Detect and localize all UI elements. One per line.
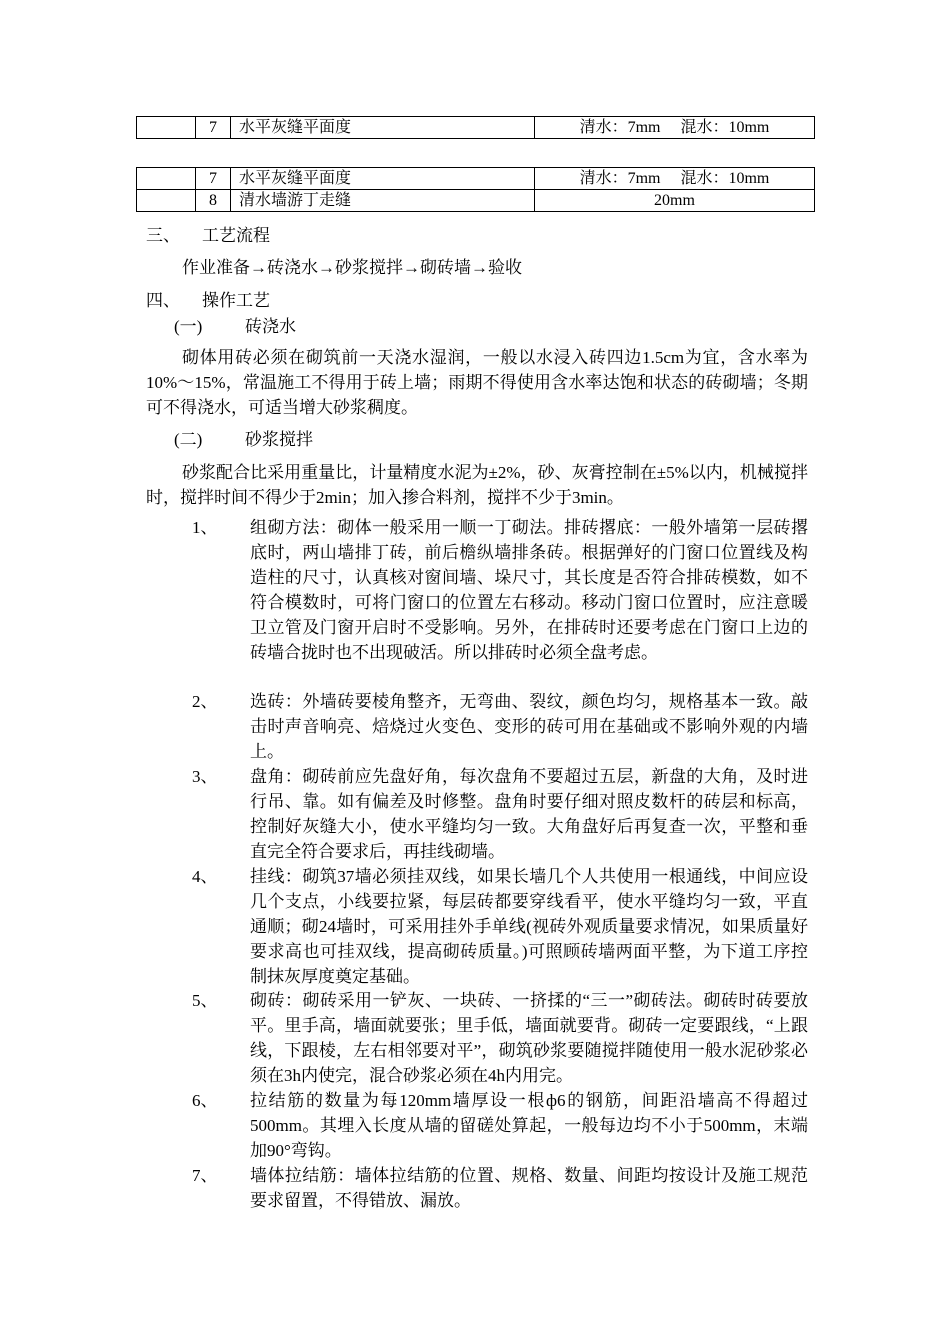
table-cell-blank <box>137 190 196 212</box>
item-number: 6、 <box>192 1091 218 1110</box>
table-cell-blank <box>137 117 196 139</box>
section-title: 工艺流程 <box>202 226 270 245</box>
paragraph-mortar: 砂浆配合比采用重量比，计量精度水泥为±2%，砂、灰膏控制在±5%以内，机械搅拌时，搅拌时间不得少于2min；加入掺合料剂，搅拌不少于3min。 <box>146 463 808 507</box>
subsection-title: 砂浆搅拌 <box>245 430 313 449</box>
list-item <box>192 515 808 665</box>
item-number: 1、 <box>192 518 218 537</box>
table-cell-value: 清水：7mm 混水：10mm <box>535 168 815 190</box>
table-cell-no: 7 <box>196 117 231 139</box>
section-heading-operation <box>146 289 270 313</box>
item-text: 墙体拉结筋：墙体拉结筋的位置、规格、数量、间距均按设计及施工规范要求留置，不得错放、漏放。 <box>250 1166 808 1210</box>
subsection-number: (二) <box>174 430 203 449</box>
quality-table <box>136 167 815 212</box>
table-row <box>137 117 815 139</box>
subsection-heading-mortar <box>174 428 313 452</box>
subsection-heading-water <box>174 315 296 339</box>
table-cell-item: 水平灰缝平面度 <box>231 168 535 190</box>
item-text: 盘角：砌砖前应先盘好角，每次盘角不要超过五层，新盘的大角，及时进行吊、靠。如有偏差及时修整。盘角时要仔细对照皮数杆的砖层和标高，控制好灰缝大小，使水平缝均匀一致。大角盘好后再复查一次，平整和垂直完全符合要求后，再挂线砌墙。 <box>250 767 808 861</box>
item-text: 挂线：砌筑37墙必须挂双线，如果长墙几个人共使用一根通线，中间应设几个支点，小线要拉紧，每层砖都要穿线看平，使水平缝均匀一致，平直通顺；砌24墙时，可采用挂外手单线(视砖外观质量要求情况，如果质量好要求高也可挂双线，提高砌砖质量。)可照顾砖墙两面平整，为下道工序控制抹灰厚度奠定基础。 <box>250 867 808 986</box>
paragraph-water: 砌体用砖必须在砌筑前一天浇水湿润，一般以水浸入砖四边1.5cm为宜，含水率为10%～15%，常温施工不得用于砖上墙；雨期不得使用含水率达饱和状态的砖砌墙；冬期可不得浇水，可适当增大砂浆稠度。 <box>146 348 808 417</box>
table-cell-no: 7 <box>196 168 231 190</box>
item-text: 选砖：外墙砖要棱角整齐，无弯曲、裂纹，颜色均匀，规格基本一致。敲击时声音响亮、焙烧过火变色、变形的砖可用在基础或不影响外观的内墙上。 <box>250 692 808 761</box>
item-number: 5、 <box>192 991 218 1010</box>
section-number: 四、 <box>146 291 180 310</box>
item-text: 拉结筋的数量为每120mm墙厚设一根ф6的钢筋，间距沿墙高不得超过500mm。其埋入长度从墙的留磋处算起，一般每边均不小于500mm，末端加90°弯钩。 <box>250 1091 808 1160</box>
item-number: 2、 <box>192 692 218 711</box>
item-text: 组砌方法：砌体一般采用一顺一丁砌法。排砖撂底：一般外墙第一层砖撂底时，两山墙排丁砖，前后檐纵墙排条砖。根据弹好的门窗口位置线及构造柱的尺寸，认真核对窗间墙、垛尺寸，其长度是否符合排砖模数，如不符合模数时，可将门窗口的位置左右移动。移动门窗口位置时，应注意暖卫立管及门窗开启时不受影响。另外，在排砖时还要考虑在门窗口上边的砖墙合拢时也不出现破活。所以排砖时必须全盘考虑。 <box>250 518 808 662</box>
list-item <box>192 1088 808 1163</box>
table-cell-blank <box>137 168 196 190</box>
item-number: 4、 <box>192 867 218 886</box>
section-heading-process <box>146 224 270 248</box>
table-cell-value: 清水：7mm 混水：10mm <box>535 117 815 139</box>
list-item <box>192 988 808 1088</box>
quality-table-top <box>136 116 815 139</box>
list-item <box>192 689 808 764</box>
subsection-number: (一) <box>174 317 203 336</box>
table-cell-item: 清水墙游丁走缝 <box>231 190 535 212</box>
list-item <box>192 864 808 989</box>
table-cell-item: 水平灰缝平面度 <box>231 117 535 139</box>
item-text: 砌砖：砌砖采用一铲灰、一块砖、一挤揉的“三一”砌砖法。砌砖时砖要放平。里手高，墙面就要张；里手低，墙面就要背。砌砖一定要跟线，“上跟线，下跟棱，左右相邻要对平”，砌筑砂浆要随搅拌随使用一般水泥砂浆必须在3h内使完，混合砂浆必须在4h内用完。 <box>250 991 808 1085</box>
item-number: 7、 <box>192 1166 218 1185</box>
section-number: 三、 <box>146 226 180 245</box>
item-number: 3、 <box>192 767 218 786</box>
subsection-title: 砖浇水 <box>245 317 296 336</box>
table-cell-value: 20mm <box>535 190 815 212</box>
list-item <box>192 1163 808 1213</box>
table-cell-no: 8 <box>196 190 231 212</box>
process-flow: 作业准备→砖浇水→砂浆搅拌→砌砖墙→验收 <box>182 258 522 277</box>
list-item <box>192 764 808 864</box>
table-row <box>137 168 815 190</box>
table-row <box>137 190 815 212</box>
section-title: 操作工艺 <box>202 291 270 310</box>
